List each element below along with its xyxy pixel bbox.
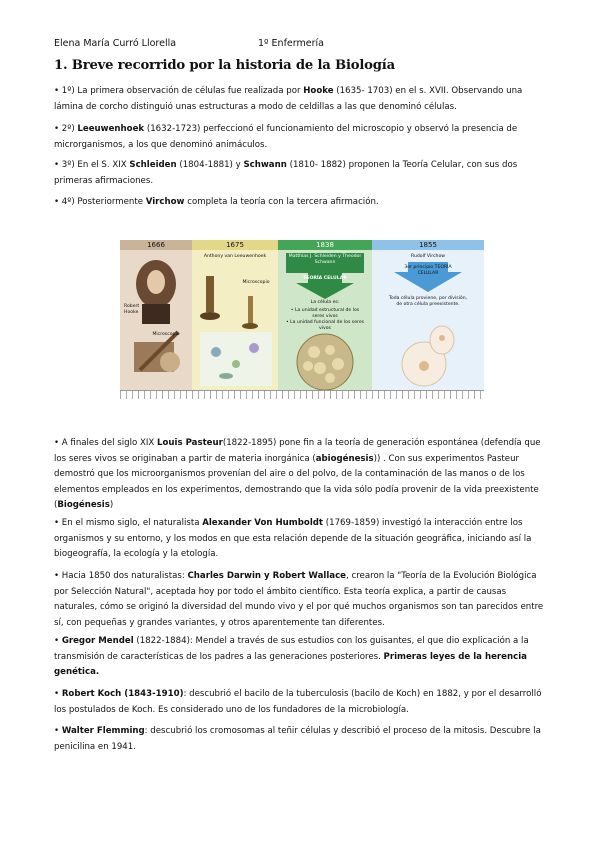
figure-label: Rudolf Virchow <box>410 254 446 259</box>
text-run: , crearon la "Teoría de la Evolución Biológica por Selección Natural", aceptada hoy por todo el ámbito científico. Esta teoría explica, a partir de causas naturales, cómo se originó la diversidad del mundo vivo y el por qué muchos organismos son tan parecidos entre sí, con pequeñas y grandes variantes, y otros aparentemente tan diferentes. <box>54 571 544 628</box>
timeline-panel-1838 <box>278 240 372 390</box>
paragraph-pasteur <box>54 436 546 514</box>
text-run: • 2º) <box>54 124 78 134</box>
paragraph-leeuwenhoek <box>54 122 546 153</box>
bold-text-run: Alexander Von Humboldt <box>202 518 324 528</box>
section-title: 1. Breve recorrido por la historia de la Biología <box>54 58 395 73</box>
figure-label: Microscopio <box>242 280 270 285</box>
cell-theory-timeline-figure <box>120 240 484 398</box>
text-run: (1769-1859) investigó la interacción entre los organismos y su entorno, y los modos en que esta relación depende de la situación geográfica, iniciando así la biogeografía, la ecología y la etología. <box>54 518 532 559</box>
text-run: : descubrió los cromosomas al teñir células y describió el proceso de la mitosis. Descubre la penicilina en 1941. <box>54 726 541 752</box>
bold-text-run: Robert Koch (1843-1910) <box>61 689 184 699</box>
figure-label: La célula es: <box>310 300 340 305</box>
text-run: ) <box>109 500 114 510</box>
text-run: )) . Con sus experimentos Pasteur demostró que los microorganismos provenían del aire o del polvo, de la contaminación de las manos o de los elementos empleados en los experimentos, demostrando que la vida sólo podía provenir de la vida preexistente ( <box>54 453 539 510</box>
timeline-panel-1666 <box>120 240 192 390</box>
dividing-cell-illustration <box>372 314 484 390</box>
text-run: (1810- 1882) proponen la Teoría Celular, con sus dos primeras afirmaciones. <box>54 160 518 186</box>
paragraph-darwin-wallace <box>54 569 546 631</box>
timeline-year: 1675 <box>192 240 278 250</box>
hooke-portrait-illustration <box>120 250 192 390</box>
timeline-year: 1855 <box>372 240 484 250</box>
text-run: (1804-1881) y <box>176 160 244 170</box>
paragraph-mendel <box>54 634 546 681</box>
figure-label: Anthony van Leeuwenhoek <box>203 254 267 259</box>
text-run: • Hacia 1850 dos naturalistas: <box>54 571 188 581</box>
text-run: • En el mismo siglo, el naturalista <box>54 518 203 528</box>
figure-label: Matthias J. Schleiden y Theodor Schwann <box>288 254 362 265</box>
text-run: • 3º) En el S. XIX <box>54 160 130 170</box>
bold-text-run: abiogénesis <box>315 453 374 464</box>
bold-text-run: Biogénesis <box>57 500 110 510</box>
paragraph-koch <box>54 687 546 718</box>
microscope-illustration <box>192 260 278 390</box>
text-run: • <box>54 726 62 736</box>
bold-text-run: Gregor Mendel <box>61 636 134 646</box>
figure-label: • La unidad estructural de los seres vivos <box>290 308 360 319</box>
bold-text-run: Virchow <box>145 197 185 207</box>
paragraph-hooke <box>54 84 546 115</box>
text-run: • 4º) Posteriormente <box>54 197 146 207</box>
figure-label: Toda célula proviene, por división, de otra célula preexistente. <box>388 296 468 307</box>
bold-text-run: Charles Darwin y Robert Wallace <box>187 571 347 581</box>
timeline-ruler <box>120 390 484 399</box>
bold-text-run: Louis Pasteur <box>157 438 223 448</box>
paragraph-virchow <box>54 195 546 211</box>
timeline-year: 1666 <box>120 240 192 250</box>
timeline-panel-1855 <box>372 240 484 390</box>
bold-text-run: Walter Flemming <box>61 726 145 736</box>
timeline-year: 1838 <box>278 240 372 250</box>
bold-text-run: Schwann <box>243 160 287 170</box>
cell-tissue-illustration <box>278 330 372 390</box>
text-run: (1822-1884): Mendel a través de sus estudios con los guisantes, el que dio explicación a la transmisión de características de los padres a las generaciones posteriores. <box>54 636 529 662</box>
figure-label: 3er principio TEORÍA CELULAR <box>404 265 452 276</box>
text-run: (1632-1723) perfeccionó el funcionamiento del microscopio y observó la presencia de microrganismos, a los que denominó animáculos. <box>54 124 518 150</box>
paragraph-schleiden-schwann <box>54 158 546 189</box>
paragraph-flemming <box>54 724 546 755</box>
text-run: • A finales del siglo XIX <box>54 438 158 448</box>
figure-label: • La unidad funcional de los seres vivos <box>285 320 365 331</box>
bold-text-run: Primeras leyes de la herencia genética. <box>54 651 527 677</box>
bold-text-run: Schleiden <box>129 160 177 170</box>
text-run: (1822-1895) pone fin a la teoría de generación espontánea (defendía que los seres vivos se originaban a partir de materia inorgánica ( <box>54 438 541 464</box>
paragraph-humboldt <box>54 516 546 563</box>
text-run: completa la teoría con la tercera afirmación. <box>184 197 379 207</box>
text-run: • <box>54 636 62 646</box>
bold-text-run: Leeuwenhoek <box>77 124 145 134</box>
text-run: : descubrió el bacilo de la tuberculosis (bacilo de Koch) en 1882, y por el desarrolló los postulados de Koch. Es considerado uno de los fundadores de la microbiología. <box>54 689 542 715</box>
author-name: Elena María Curró Llorella <box>54 38 177 49</box>
text-run: • <box>54 689 62 699</box>
text-run: • 1º) La primera observación de células fue realizada por <box>54 86 304 96</box>
figure-label: Robert Hooke <box>124 304 140 315</box>
timeline-panel-1675 <box>192 240 278 390</box>
text-run: (1635- 1703) en el s. XVII. Observando una lámina de corcho distinguió unas estructuras a modo de celdillas a las que denominó células. <box>54 86 523 112</box>
course-label: 1º Enfermería <box>258 38 324 49</box>
bold-text-run: Hooke <box>303 86 334 96</box>
figure-label: Microscopio <box>152 332 180 337</box>
figure-label: TEORÍA CELULAR <box>303 276 347 281</box>
